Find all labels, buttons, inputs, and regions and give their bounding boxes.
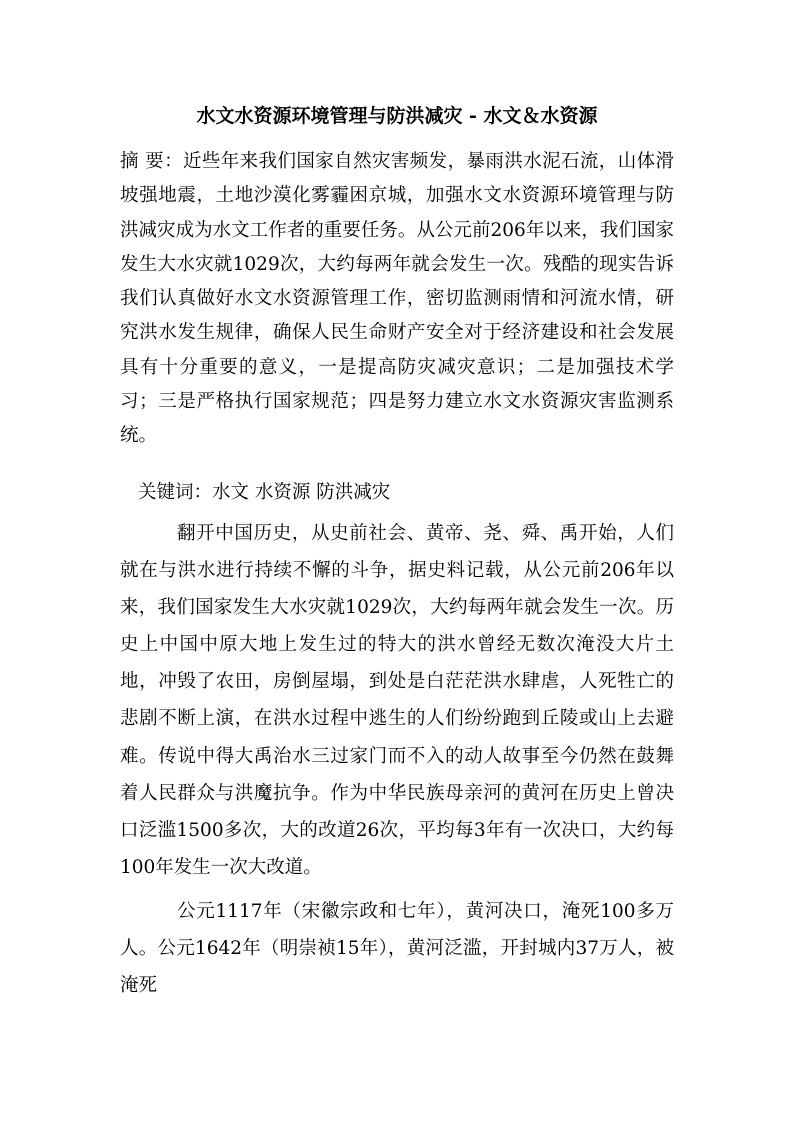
paragraph: 公元1117年（宋徽宗政和七年），黄河决口，淹死100多万人。公元1642年（明崇祯15年），黄河泛滥，开封城内37万人，被淹死: [120, 900, 674, 997]
body-text: [120, 515, 674, 1004]
paragraph: 翻开中国历史，从史前社会、黄帝、尧、舜、禹开始，人们就在与洪水进行持续不懈的斗争，据史料记载，从公元前206年以来，我们国家发生大水灾就1029次，大约每两年就会发生一次。历史上中国中原大地上发生过的特大的洪水曾经无数次淹没大片土地，冲毁了农田，房倒屋塌，到处是白茫茫洪水肆虐，人死牲亡的悲剧不断上演，在洪水过程中逃生的人们纷纷跑到丘陵或山上去避难。传说中得大禹治水三过家门而不入的动人故事至今仍然在鼓舞着人民群众与洪魔抗争。作为中华民族母亲河的黄河在历史上曾决口泛滥1500多次，大的改道26次，平均每3年有一次决口，大约每100年发生一次大改道。: [120, 523, 674, 878]
keywords-line: 关键词：水文 水资源 防洪减灾: [138, 482, 391, 503]
abstract-text: 摘 要：近些年来我们国家自然灾害频发，暴雨洪水泥石流，山体滑坡强地震，土地沙漠化雾霾困京城，加强水文水资源环境管理与防洪减灾成为水文工作者的重要任务。从公元前206年以来，我们国家发生大水灾就1029次，大约每两年就会发生一次。残酷的现实告诉我们认真做好水文水资源管理工作，密切监测雨情和河流水情，研究洪水发生规律，确保人民生命财产安全对于经济建设和社会发展具有十分重要的意义，一是提高防灾减灾意识；二是加强技术学习；三是严格执行国家规范；四是努力建立水文水资源灾害监测系统。: [120, 151, 674, 447]
document-title: 水文水资源环境管理与防洪减灾 - 水文＆水资源: [196, 105, 598, 127]
